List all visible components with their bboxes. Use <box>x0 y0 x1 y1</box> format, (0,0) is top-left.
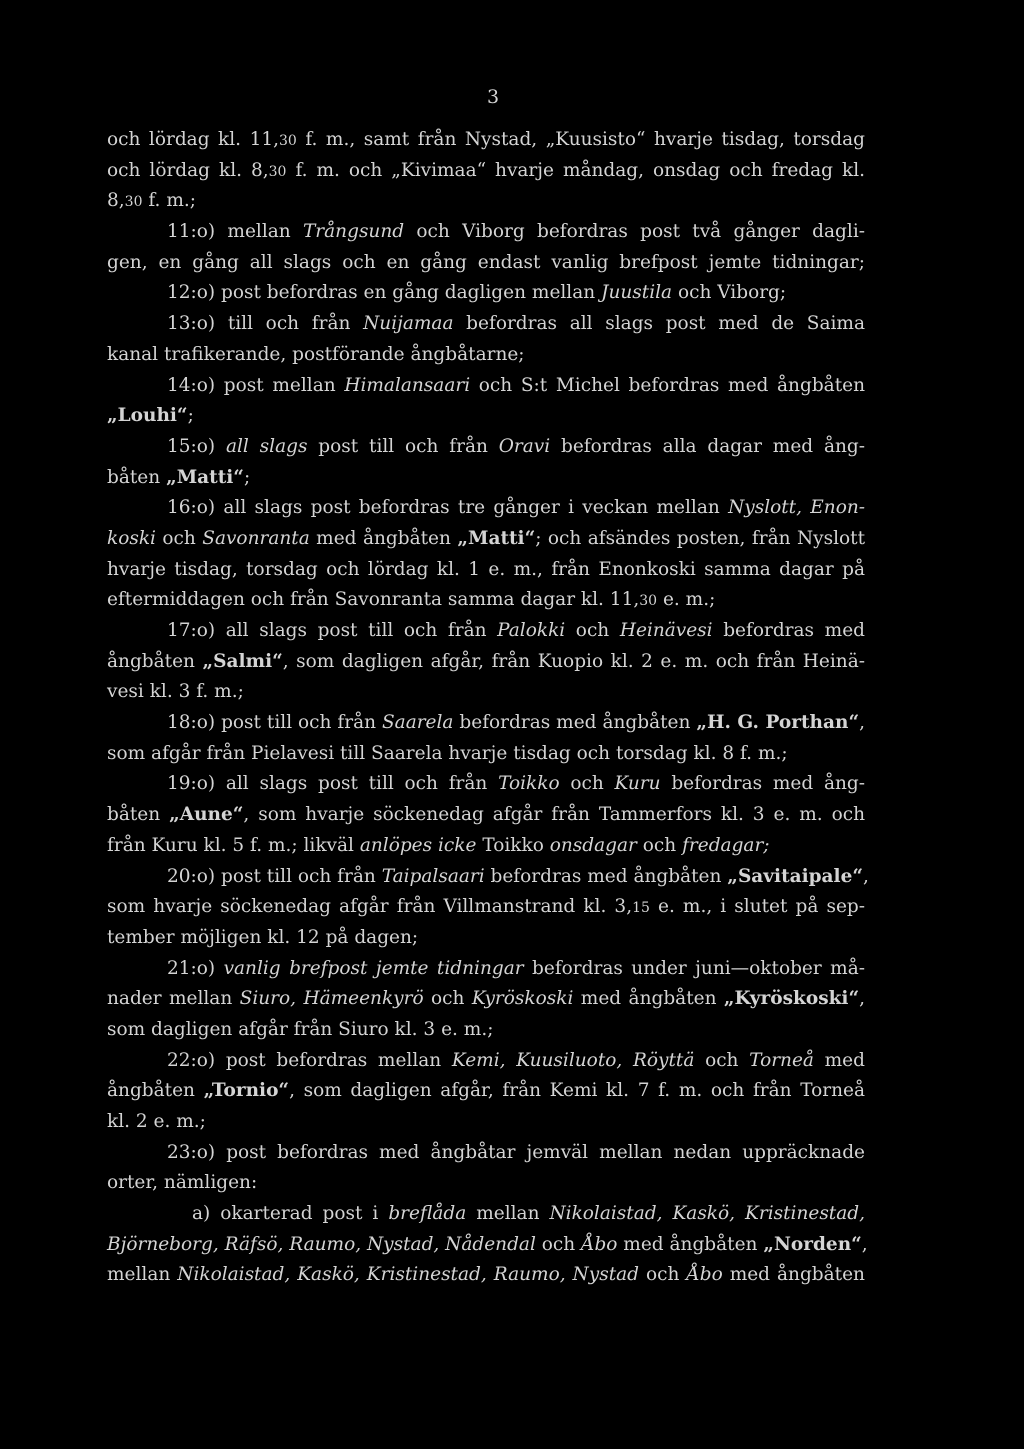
bold-text: „H. G. Porthan“ <box>696 712 860 734</box>
text-segment: , <box>863 865 869 887</box>
text-line <box>107 800 865 831</box>
text-segment: befordras under juni—oktober må- <box>523 957 865 979</box>
text-segment: och <box>535 1233 582 1255</box>
text-segment: som afgår från Pielavesi till Saarela hvarje tisdag och torsdag kl. 8 f. m.; <box>107 742 788 764</box>
bold-text: „Matti“ <box>457 527 536 549</box>
text-line <box>107 862 869 893</box>
text-segment: med ångbåten <box>617 1233 764 1255</box>
text-segment: 22:o) post befordras mellan <box>167 1049 452 1071</box>
text-line <box>107 217 865 248</box>
text-line <box>107 923 865 954</box>
italic-text: Juustila <box>601 282 673 304</box>
text-segment: tember möjligen kl. 12 på dagen; <box>107 926 419 948</box>
text-line <box>107 555 865 586</box>
text-line <box>107 371 865 402</box>
text-line <box>107 708 865 739</box>
text-line <box>107 954 865 985</box>
text-segment: och <box>565 620 620 641</box>
italic-text: fredagar; <box>682 834 770 856</box>
text-line <box>107 248 865 279</box>
text-segment: eftermiddagen och från Savonranta samma dagar kl. 11, <box>107 589 640 611</box>
italic-text: koski <box>107 527 156 549</box>
italic-text: all slags <box>225 435 308 457</box>
body-text <box>107 125 869 1291</box>
text-segment: hvarje tisdag, torsdag och lördag kl. 1 e. m., från Enonkoski samma dagar på <box>107 558 865 580</box>
text-line <box>107 1138 865 1169</box>
text-segment: 8, <box>107 190 125 212</box>
text-segment: e. m., i slutet på sep- <box>649 896 865 918</box>
text-segment: och <box>636 834 683 856</box>
italic-text: Torneå <box>749 1049 814 1071</box>
text-segment: och Viborg; <box>672 282 787 304</box>
text-segment: mellan <box>107 1264 178 1286</box>
italic-text: Kemi, Kuusiluoto, Röyttä <box>451 1049 695 1071</box>
text-segment: , <box>859 988 865 1010</box>
page-number: 3 <box>486 86 500 108</box>
bold-text: „Salmi“ <box>202 650 283 672</box>
text-segment: med <box>813 1049 865 1071</box>
text-segment: befordras med <box>712 620 865 641</box>
text-segment: 12:o) post befordras en gång dagligen mellan <box>167 282 602 304</box>
text-segment: a) okarterad post i <box>192 1203 389 1225</box>
italic-text: anlöpes icke <box>359 834 477 856</box>
text-segment: befordras med ångbåten <box>453 712 697 734</box>
text-segment: båten <box>107 804 170 826</box>
italic-text: Nyslott, Enon- <box>728 497 866 519</box>
bold-text: „Aune“ <box>169 804 244 826</box>
italic-text: onsdagar <box>549 834 637 856</box>
text-segment: som hvarje söckenedag afgår från Villmanstrand kl. 3, <box>107 896 633 918</box>
italic-text: Åbo <box>581 1233 618 1255</box>
text-segment: , som dagligen afgår, från Kemi kl. 7 f. m. och från Torneå <box>289 1080 865 1102</box>
small-numerals: 30 <box>278 133 297 149</box>
italic-text: Nikolaistad, Kaskö, Kristinestad, Raumo, Nystad <box>177 1264 639 1286</box>
italic-text: Trångsund <box>302 221 405 243</box>
text-line <box>107 340 865 371</box>
text-segment: 15:o) <box>167 435 226 457</box>
text-segment: som dagligen afgår från Siuro kl. 3 e. m.; <box>107 1018 494 1040</box>
text-segment: från Kuru kl. 5 f. m.; likväl <box>107 834 360 856</box>
italic-text: Savonranta <box>202 527 310 549</box>
italic-text: Nikolaistad, Kaskö, Kristinestad, <box>549 1203 865 1225</box>
text-segment: och S:t Michel befordras med ångbåten <box>470 374 865 396</box>
text-segment: befordras med ång- <box>660 773 866 795</box>
text-segment: 17:o) all slags post till och från <box>167 620 498 641</box>
text-segment: 21:o) <box>167 957 224 979</box>
text-segment: f. m. och „Kivimaa“ hvarje måndag, onsdag och fredag kl. <box>286 159 865 181</box>
italic-text: Saarela <box>381 712 454 734</box>
text-segment: vesi kl. 3 f. m.; <box>107 681 244 703</box>
bold-text: „Tornio“ <box>203 1080 290 1102</box>
text-segment: och <box>423 988 472 1010</box>
text-line <box>107 463 865 494</box>
text-segment: befordras med ångbåten <box>484 865 728 887</box>
text-line <box>107 524 865 555</box>
text-line <box>107 493 865 524</box>
text-segment: , som hvarje söckenedag afgår från Tammerfors kl. 3 e. m. och <box>243 804 865 826</box>
italic-text: Kuru <box>614 773 661 795</box>
text-segment: 11:o) mellan <box>167 221 303 243</box>
text-segment: 14:o) post mellan <box>167 374 345 396</box>
text-segment: med ångbåten <box>573 988 724 1010</box>
text-segment: nader mellan <box>107 988 240 1010</box>
text-line <box>107 278 865 309</box>
text-segment: ångbåten <box>107 650 203 672</box>
text-line <box>107 1015 865 1046</box>
text-line <box>107 1107 865 1138</box>
text-segment: och <box>559 773 615 795</box>
text-line <box>107 186 865 217</box>
text-line <box>107 585 865 616</box>
text-segment: och <box>694 1049 750 1071</box>
bold-text: „Norden“ <box>763 1233 862 1255</box>
text-segment: gen, en gång all slags och en gång endast vanlig brefpost jemte tidningar; <box>107 251 865 273</box>
text-segment: 20:o) post till och från <box>167 865 382 887</box>
text-segment: mellan <box>466 1203 550 1225</box>
italic-text: Kyröskoski <box>471 988 574 1010</box>
text-line <box>107 1260 865 1291</box>
text-segment: och Viborg befordras post två gånger dagli- <box>404 221 865 243</box>
text-segment: ångbåten <box>107 1080 204 1102</box>
text-segment: orter, nämligen: <box>107 1172 258 1194</box>
text-segment: kanal trafikerande, postförande ångbåtarne; <box>107 343 525 365</box>
italic-text: vanlig brefpost jemte tidningar <box>223 957 524 979</box>
small-numerals: 30 <box>268 163 287 180</box>
text-segment: ; och afsändes posten, från Nyslott <box>535 527 866 549</box>
text-line <box>107 401 865 432</box>
text-segment: med ångbåten <box>722 1264 865 1286</box>
text-segment: med ångbåten <box>309 527 458 549</box>
bold-text: „Kyröskoski“ <box>723 988 860 1010</box>
text-segment: , <box>859 712 865 734</box>
text-segment: befordras all slags post med de Saima <box>453 313 865 335</box>
text-segment: 16:o) all slags post befordras tre gånger i veckan mellan <box>167 497 729 519</box>
text-line <box>107 1046 865 1077</box>
text-segment: 13:o) till och från <box>167 313 364 335</box>
bold-text: „Savitaipale“ <box>727 865 863 887</box>
text-line <box>107 309 865 340</box>
small-numerals: 30 <box>124 194 143 211</box>
text-segment: e. m.; <box>657 589 716 611</box>
text-line <box>107 984 865 1015</box>
text-segment: , <box>861 1233 868 1255</box>
text-segment: ; <box>187 405 194 427</box>
text-segment: och <box>639 1264 687 1286</box>
italic-text: Himalansaari <box>344 374 471 396</box>
italic-text: Åbo <box>686 1264 723 1286</box>
italic-text: Taipalsaari <box>381 865 485 887</box>
text-segment: båten <box>107 466 167 488</box>
text-line <box>107 1199 865 1230</box>
italic-text: Nuijamaa <box>363 313 454 335</box>
text-segment: 23:o) post befordras med ångbåtar jemväl mellan nedan uppräcknade <box>167 1141 865 1163</box>
text-line <box>107 156 865 187</box>
italic-text: Heinävesi <box>619 620 713 641</box>
text-segment: och <box>155 527 203 549</box>
bold-text: „Louhi“ <box>107 405 188 427</box>
text-segment: f. m.; <box>142 190 196 212</box>
italic-text: Siuro, Hämeenkyrö <box>239 988 424 1010</box>
text-segment: 19:o) all slags post till och från <box>167 773 499 795</box>
text-line <box>107 1076 865 1107</box>
italic-text: Björneborg, Räfsö, Raumo, Nystad, Nådendal <box>107 1233 536 1255</box>
text-segment: befordras alla dagar med ång- <box>550 435 866 457</box>
text-segment: 18:o) post till och från <box>167 712 382 734</box>
text-segment: Toikko <box>476 834 550 856</box>
text-line <box>107 616 865 647</box>
text-line <box>107 647 865 678</box>
italic-text: Toikko <box>498 773 560 795</box>
small-numerals: 15 <box>632 900 650 917</box>
text-line <box>107 432 865 463</box>
text-line <box>107 677 865 708</box>
text-line <box>107 125 865 156</box>
text-line <box>107 1168 865 1199</box>
text-segment: och lördag kl. 8, <box>107 159 269 181</box>
italic-text: Palokki <box>497 620 566 641</box>
text-segment: kl. 2 e. m.; <box>107 1111 206 1132</box>
small-numerals: 30 <box>639 593 658 610</box>
text-line <box>107 831 865 862</box>
text-line <box>107 739 865 770</box>
text-segment: f. m., samt från Nystad, „Kuusisto“ hvarje tisdag, torsdag <box>296 129 865 150</box>
italic-text: breflåda <box>388 1203 467 1225</box>
text-line <box>107 892 865 923</box>
text-segment: , som dagligen afgår, från Kuopio kl. 2 e. m. och från Heinä- <box>282 650 865 672</box>
text-line <box>107 769 865 800</box>
text-segment: post till och från <box>307 435 499 457</box>
italic-text: Oravi <box>498 435 551 457</box>
text-segment: ; <box>243 466 251 488</box>
bold-text: „Matti“ <box>166 466 244 488</box>
text-line <box>107 1230 868 1261</box>
text-segment: och lördag kl. 11, <box>107 129 279 150</box>
